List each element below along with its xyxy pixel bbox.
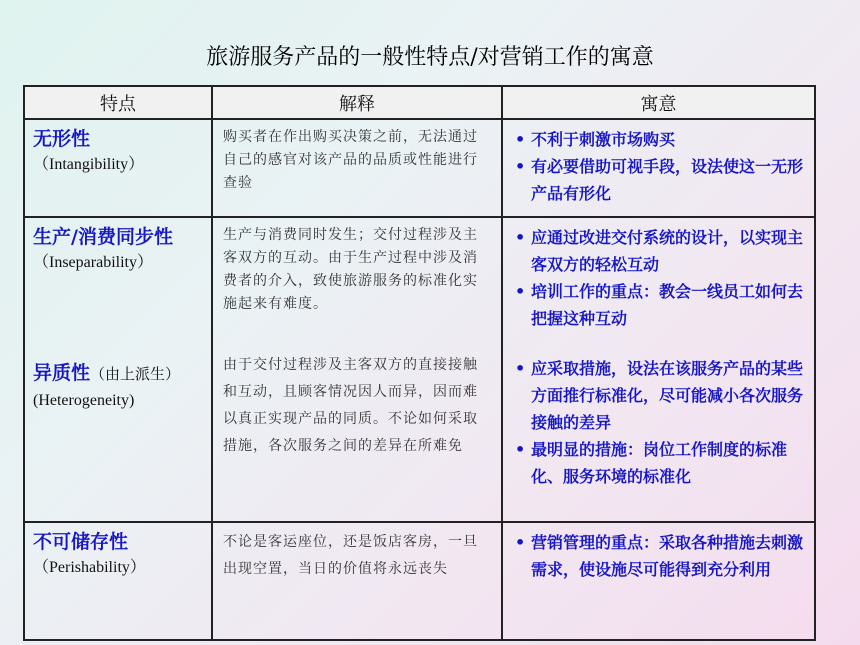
table-row [24, 522, 815, 640]
feature-name-2 [33, 360, 211, 388]
implication-cell [502, 119, 815, 217]
explanation-cell [212, 119, 502, 217]
implication-list [503, 218, 814, 332]
explanation-text: 不论是客运座位，还是饭店客房，一旦出现空置，当日的价值将永远丧失 [223, 534, 478, 577]
list-item: • 有必要借助可视手段，设法使这一无形产品有形化 [513, 153, 808, 207]
explanation-text-2: 由于交付过程涉及主客双方的直接接触和互动，且顾客情况因人而异，因而难以真正实现产品的同质。不论如何采取措施，各次服务之间的差异在所难免 [223, 357, 478, 454]
list-item: • 应采取措施，设法在该服务产品的某些方面推行标准化，尽可能减小各次服务接触的差异 [513, 355, 808, 436]
feature-english: （Perishability） [33, 559, 146, 576]
feature-english: （Intangibility） [33, 156, 145, 173]
explanation-cell [212, 522, 502, 640]
feature-cell [24, 119, 212, 217]
implication-cell [502, 522, 815, 640]
table-row [24, 119, 815, 217]
feature-english-2: (Heterogeneity) [33, 392, 135, 409]
list-item: • 不利于刺激市场购买 [513, 126, 808, 153]
implication-list-2 [503, 355, 814, 490]
page-title: 旅游服务产品的一般性特点/对营销工作的寓意 [206, 45, 654, 70]
header-feature: 特点 [24, 86, 212, 119]
implication-cell [502, 217, 815, 522]
feature-name-2-text: 异质性 [33, 362, 91, 384]
table-row [24, 217, 815, 522]
header-implication: 寓意 [502, 86, 815, 119]
implication-list [503, 120, 814, 207]
feature-english: （Inseparability） [33, 254, 153, 271]
list-item: • 最明显的措施：岗位工作制度的标准化、服务环境的标准化 [513, 436, 808, 490]
explanation-text: 生产与消费同时发生；交付过程涉及主客双方的互动。由于生产过程中涉及消费者的介入，致使旅游服务的标准化实施起来有难度。 [223, 227, 478, 312]
feature-name: 无形性 [33, 128, 91, 150]
feature-name: 生产/消费同步性 [33, 226, 173, 248]
feature-note: （由上派生） [90, 367, 181, 383]
characteristics-table [23, 85, 816, 641]
feature-name: 不可储存性 [33, 531, 129, 553]
table-header-row [24, 86, 815, 119]
explanation-cell [212, 217, 502, 522]
implication-list [503, 523, 814, 583]
list-item: • 应通过改进交付系统的设计，以实现主客双方的轻松互动 [513, 224, 808, 278]
header-explanation: 解释 [212, 86, 502, 119]
feature-cell [24, 522, 212, 640]
list-item: • 营销管理的重点：采取各种措施去刺激需求，使设施尽可能得到充分利用 [513, 529, 808, 583]
feature-cell [24, 217, 212, 522]
explanation-text: 购买者在作出购买决策之前，无法通过自己的感官对该产品的品质或性能进行查验 [223, 129, 478, 191]
list-item: • 培训工作的重点：教会一线员工如何去把握这种互动 [513, 278, 808, 332]
